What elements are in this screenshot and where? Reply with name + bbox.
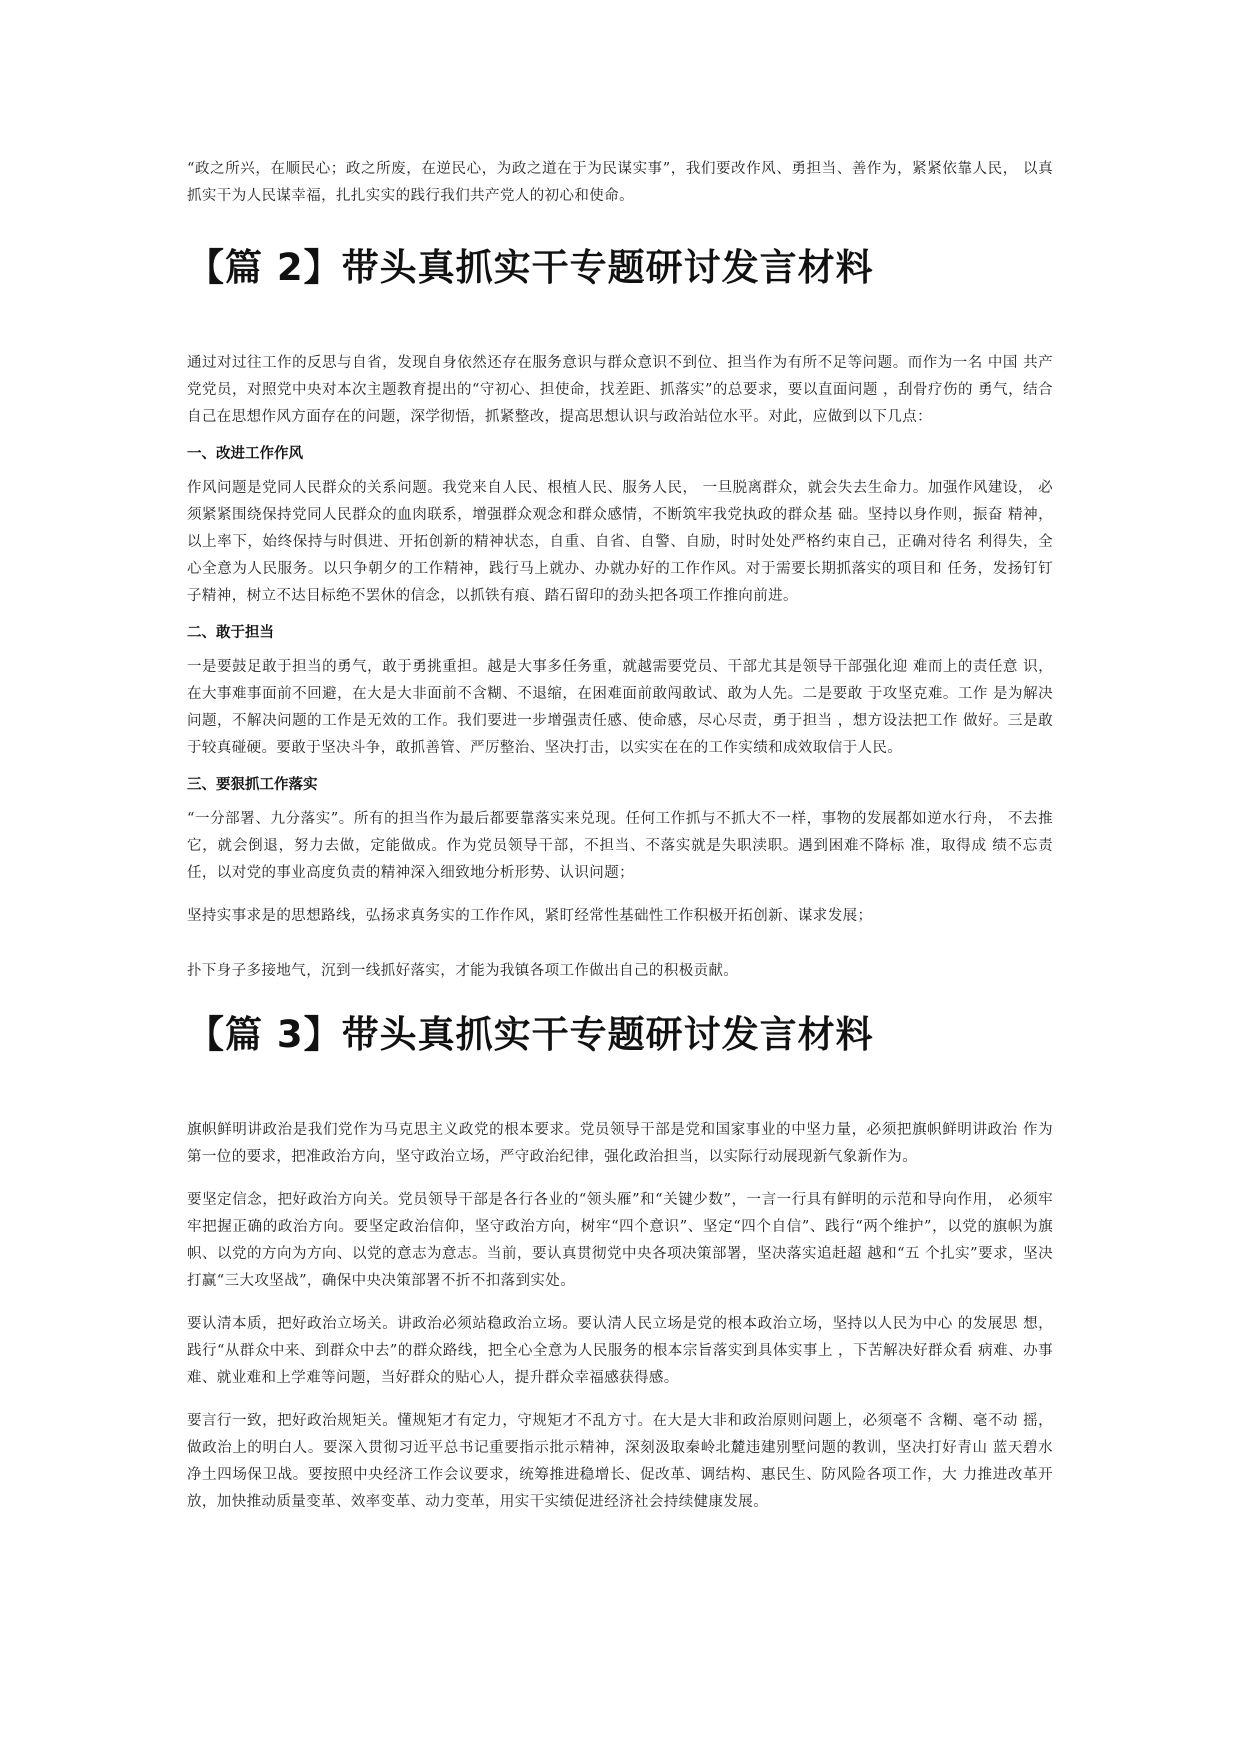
article-2-section-3-heading: 三、要狠抓工作落实 bbox=[187, 777, 318, 793]
article-2-section-2-body: 一是要鼓足敢于担当的勇气，敢于勇挑重担。越是大事多任务重，就越需要党员、干部尤其是领导干部强化迎 难而上的责任意 识，在大事难事面前不回避，在大是大非面前不含糊、不退缩，在困难面前敢闯敢试、敢为人先。二是要敢 于攻坚克难。工作 是为解决问题，不解决问题的工作是无效的工作。我们要进一步增强责任感、使命感，尽心尽责，勇于担当 ，想方设法把工作 做好。三是敢于较真碰硬。要敢于坚决斗争，敢抓善管、严厉整治、坚决打击，以实实在在的工作实绩和成效取信于人民。 bbox=[187, 659, 1053, 756]
article-2-section-3-body-1: “一分部署、九分落实”。所有的担当作为最后都要靠落实来兑现。任何工作抓与不抓大不一样，事物的发展都如逆水行舟， 不去推它，就会倒退，努力去做，定能做成。作为党员领导干部，不担当、不落实就是失职渎职。遇到困难不降标 准，取得成 绩不忘责任，以对党的事业高度负责的精神深入细致地分析形势、认识问题； bbox=[187, 811, 1053, 881]
article-2-section-1-heading: 一、改进工作作风 bbox=[187, 446, 303, 462]
article-3-paragraph-4: 要言行一致，把好政治规矩关。懂规矩才有定力，守规矩才不乱方寸。在大是大非和政治原则问题上，必须毫不 含糊、毫不动 摇，做政治上的明白人。要深入贯彻习近平总书记重要指示批示精神，深刻汲取秦岭北麓违建别墅问题的教训，坚决打好青山 蓝天碧水净土四场保卫战。要按照中央经济工作会议要求，统筹推进稳增长、促改革、调结构、惠民生、防风险各项工作，大 力推进改革开放，加快推动质量变革、效率变革、动力变革，用实干实绩促进经济社会持续健康发展。 bbox=[187, 1413, 1053, 1510]
spacer bbox=[187, 1295, 1053, 1311]
intro-paragraph: “政之所兴，在顺民心；政之所废，在逆民心，为政之道在于为民谋实事”，我们要改作风、勇担当、善作为，紧紧依靠人民， 以真抓实干为人民谋幸福，扎扎实实的践行我们共产党人的初心和使命。 bbox=[187, 161, 1053, 204]
spacer bbox=[187, 1171, 1053, 1187]
article-2-section-1-body: 作风问题是党同人民群众的关系问题。我党来自人民、根植人民、服务人民， 一旦脱离群众，就会失去生命力。加强作风建设， 必须紧紧围绕保持党同人民群众的血肉联系，增强群众观念和群众感情，不断筑牢我党执政的群众基 础。坚持以身作则，振奋 精神，以上率下，始终保持与时俱进、开拓创新的精神状态，自重、自省、自警、自励，时时处处严格约束自己，正确对待名 利得失，全心全意为人民服务。以只争朝夕的工作精神，践行马上就办、办就办好的工作作风。对于需要长期抓落实的项目和 任务，发扬钉钉子精神，树立不达目标绝不罢休的信念，以抓铁有痕、踏石留印的劲头把各项工作推向前进。 bbox=[187, 480, 1053, 604]
article-2-title: 【篇 2】带头真抓实干专题研讨发言材料 bbox=[187, 246, 874, 289]
spacer bbox=[187, 930, 1053, 958]
article-3-title: 【篇 3】带头真抓实干专题研讨发言材料 bbox=[187, 1013, 874, 1056]
article-3-paragraph-1: 旗帜鲜明讲政治是我们党作为马克思主义政党的根本要求。党员领导干部是党和国家事业的中坚力量，必须把旗帜鲜明讲政治 作为第一位的要求，把准政治方向，坚守政治立场，严守政治纪律，强化政治担当，以实际行动展现新气象新作为。 bbox=[187, 1122, 1053, 1165]
spacer bbox=[187, 887, 1053, 903]
article-2-opening: 通过对过往工作的反思与自省，发现自身依然还存在服务意识与群众意识不到位、担当作为有所不足等问题。而作为一名 中国 共产党党员，对照党中央对本次主题教育提出的“守初心、担使命，找差距、抓落实”的总要求，要以直面问题 ，刮骨疗伤的 勇气，结合自己在思想作风方面存在的问题，深学彻悟，抓紧整改，提高思想认识与政治站位水平。对此，应做到以下几点： bbox=[187, 355, 1053, 425]
article-3-paragraph-2: 要坚定信念，把好政治方向关。党员领导干部是各行各业的“领头雁”和“关键少数”，一言一行具有鲜明的示范和导向作用， 必须牢牢把握正确的政治方向。要坚定政治信仰，坚守政治方向，树牢“四个意识”、坚定“四个自信”、践行“两个维护”，以党的旗帜为旗帜、以党的方向为方向、以党的意志为意志。当前，要认真贯彻党中央各项决策部署，坚决落实追赶超 越和“五 个扎实”要求，坚决打赢“三大攻坚战”，确保中央决策部署不折不扣落到实处。 bbox=[187, 1192, 1053, 1289]
article-3-paragraph-3: 要认清本质，把好政治立场关。讲政治必须站稳政治立场。要认清人民立场是党的根本政治立场，坚持以人民为中心 的发展思 想，践行“从群众中来、到群众中去”的群众路线，把全心全意为人民服务的根本宗旨落实到具体实事上 ，下苦解决好群众看 病难、办事难、就业难和上学难等问题，当好群众的贴心人，提升群众幸福感获得感。 bbox=[187, 1316, 1053, 1386]
article-2-section-3-body-3: 扑下身子多接地气，沉到一线抓好落实，才能为我镇各项工作做出自己的积极贡献。 bbox=[187, 963, 739, 979]
article-2-section-2-heading: 二、敢于担当 bbox=[187, 625, 274, 641]
article-2-section-3-body-2: 坚持实事求是的思想路线，弘扬求真务实的工作作风，紧盯经常性基础性工作积极开拓创新、谋求发展； bbox=[187, 908, 873, 924]
spacer bbox=[187, 1392, 1053, 1408]
document-content bbox=[187, 156, 1053, 1516]
